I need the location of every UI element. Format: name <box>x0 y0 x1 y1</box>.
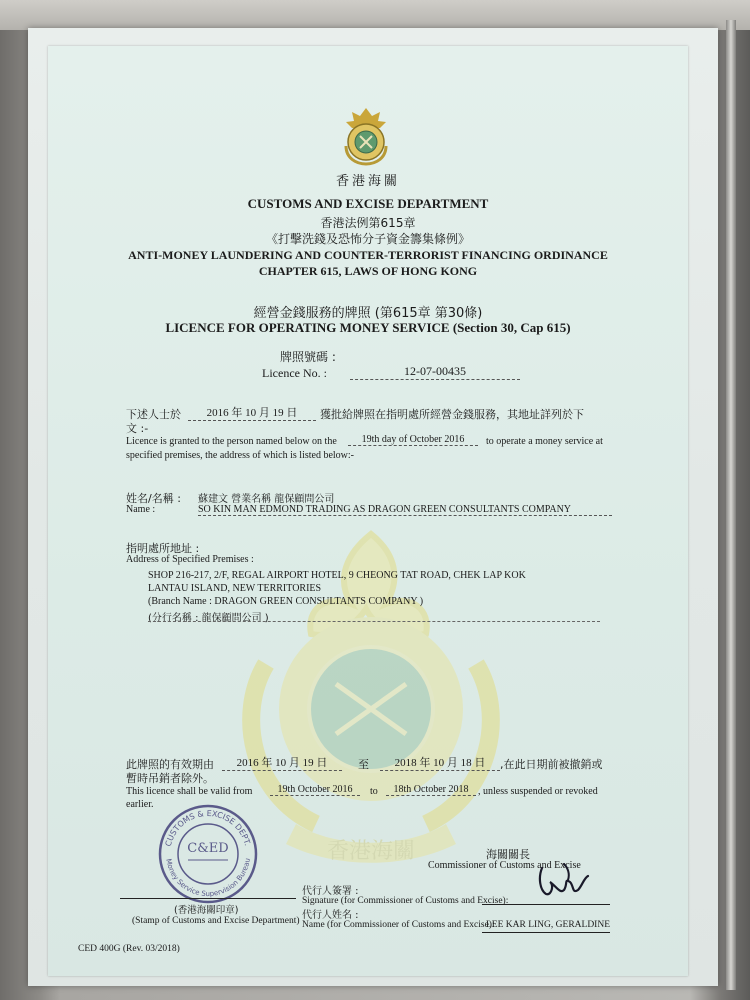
handwritten-signature <box>534 860 594 902</box>
stamp-signature-line <box>120 898 296 899</box>
wall-frame-top <box>0 0 750 30</box>
grant-zh-prefix: 下述人士於 <box>126 408 181 421</box>
licence-number-label-en: Licence No. : <box>262 366 327 380</box>
stamp-label-zh: (香港海關印章) <box>174 905 239 916</box>
stamp-center-text: C&ED <box>187 841 229 856</box>
validity-zh-to: 2018 年 10 月 18 日 <box>380 754 500 771</box>
ordinance-chapter-en: CHAPTER 615, LAWS OF HONG KONG <box>258 264 478 278</box>
grant-en-suffix: to operate a money service at <box>486 436 603 447</box>
watermark-text: 香港海關 <box>326 839 416 864</box>
grant-en-prefix: Licence is granted to the person named below on the <box>126 436 337 447</box>
premises-line-1: SHOP 216-217, 2/F, REGAL AIRPORT HOTEL, 9 CHEONG TAT ROAD, CHEK LAP KOK <box>148 570 526 581</box>
form-code: CED 400G (Rev. 03/2018) <box>78 944 180 954</box>
stamp-bottom-text: Money Service Supervision Bureau <box>164 857 252 899</box>
premises-line-4: (分行名稱 : 龍保顧問公司 ) <box>148 613 269 624</box>
premises-label-en: Address of Specified Premises : <box>126 554 254 565</box>
validity-en-to-word: to <box>370 786 378 797</box>
commissioner-title-en: Commissioner of Customs and Excise <box>428 860 581 871</box>
ordinance-title-zh: 《打擊洗錢及恐怖分子資金籌集條例》 <box>265 232 470 246</box>
customs-stamp-icon <box>156 802 260 906</box>
premises-label-zh: 指明處所地址 : <box>126 542 200 555</box>
validity-en-prefix: This licence shall be valid from <box>126 786 253 797</box>
validity-en-to: 18th October 2018 <box>386 784 476 796</box>
department-name-zh: 香港海關 <box>335 174 400 189</box>
signature-line <box>482 904 610 905</box>
name-label-zh: 代行人姓名 : <box>302 910 359 921</box>
validity-zh-prefix: 此牌照的有效期由 <box>126 758 214 771</box>
validity-zh-from: 2016 年 10 月 19 日 <box>222 754 342 771</box>
stamp-label-en: (Stamp of Customs and Excise Department) <box>132 916 300 926</box>
validity-en-suffix: , unless suspended or revoked <box>478 786 598 797</box>
holder-label-zh: 姓名/名稱 : <box>126 492 181 505</box>
validity-zh-suffix: ,在此日期前被撤銷或 <box>500 758 603 771</box>
premises-underline <box>148 621 600 622</box>
grant-en-date: 19th day of October 2016 <box>348 434 478 446</box>
signature-label-en: Signature (for Commissioner of Customs and Excise): <box>302 896 509 906</box>
licence-number: 12-07-00435 <box>350 364 520 380</box>
holder-name-zh: 蘇建文 營業名稱 龍保顧問公司 <box>198 494 335 505</box>
ordinance-title-en: ANTI-MONEY LAUNDERING AND COUNTER-TERRORIST FINANCING ORDINANCE <box>128 248 608 262</box>
commissioner-title-zh: 海關關長 <box>486 848 530 861</box>
department-name-en: CUSTOMS AND EXCISE DEPARTMENT <box>247 196 489 211</box>
grant-en-suffix-2: specified premises, the address of which is listed below:- <box>126 450 354 461</box>
grant-zh-date: 2016 年 10 月 19 日 <box>188 404 316 421</box>
customs-crest-icon <box>338 106 394 168</box>
validity-en-from: 19th October 2016 <box>270 784 360 796</box>
signature-label-zh: 代行人簽署 : <box>302 886 359 897</box>
signer-name: LEE KAR LING, GERALDINE <box>486 920 611 930</box>
holder-label-en: Name : <box>126 504 156 515</box>
validity-zh-to-word: 至 <box>358 758 369 771</box>
validity-zh-suffix-2: 暫時吊銷者除外。 <box>126 772 214 785</box>
name-line <box>482 932 610 933</box>
ordinance-chapter-zh: 香港法例第615章 <box>320 216 416 230</box>
grant-zh-suffix: 獲批給牌照在指明處所經營金錢服務，其地址詳列於下 <box>320 408 584 421</box>
premises-line-3: (Branch Name : DRAGON GREEN CONSULTANTS COMPANY ) <box>148 596 424 607</box>
premises-line-2: LANTAU ISLAND, NEW TERRITORIES <box>148 583 322 594</box>
grant-zh-suffix-2: 文 :- <box>126 422 149 435</box>
licence-number-label-zh: 牌照號碼 : <box>280 350 336 364</box>
licence-title-en: LICENCE FOR OPERATING MONEY SERVICE (Section 30, Cap 615) <box>165 320 571 335</box>
stamp-top-text: CUSTOMS & EXCISE DEPT. <box>163 808 253 848</box>
name-label-en: Name (for Commissioner of Customs and Excise): <box>302 920 495 930</box>
validity-en-suffix-2: earlier. <box>126 799 154 810</box>
frame-rail <box>726 20 736 990</box>
licence-title-zh: 經營金錢服務的牌照 (第615章 第30條) <box>253 306 483 321</box>
holder-name-en: SO KIN MAN EDMOND TRADING AS DRAGON GREEN CONSULTANTS COMPANY <box>198 504 612 516</box>
licence-document <box>48 46 688 976</box>
